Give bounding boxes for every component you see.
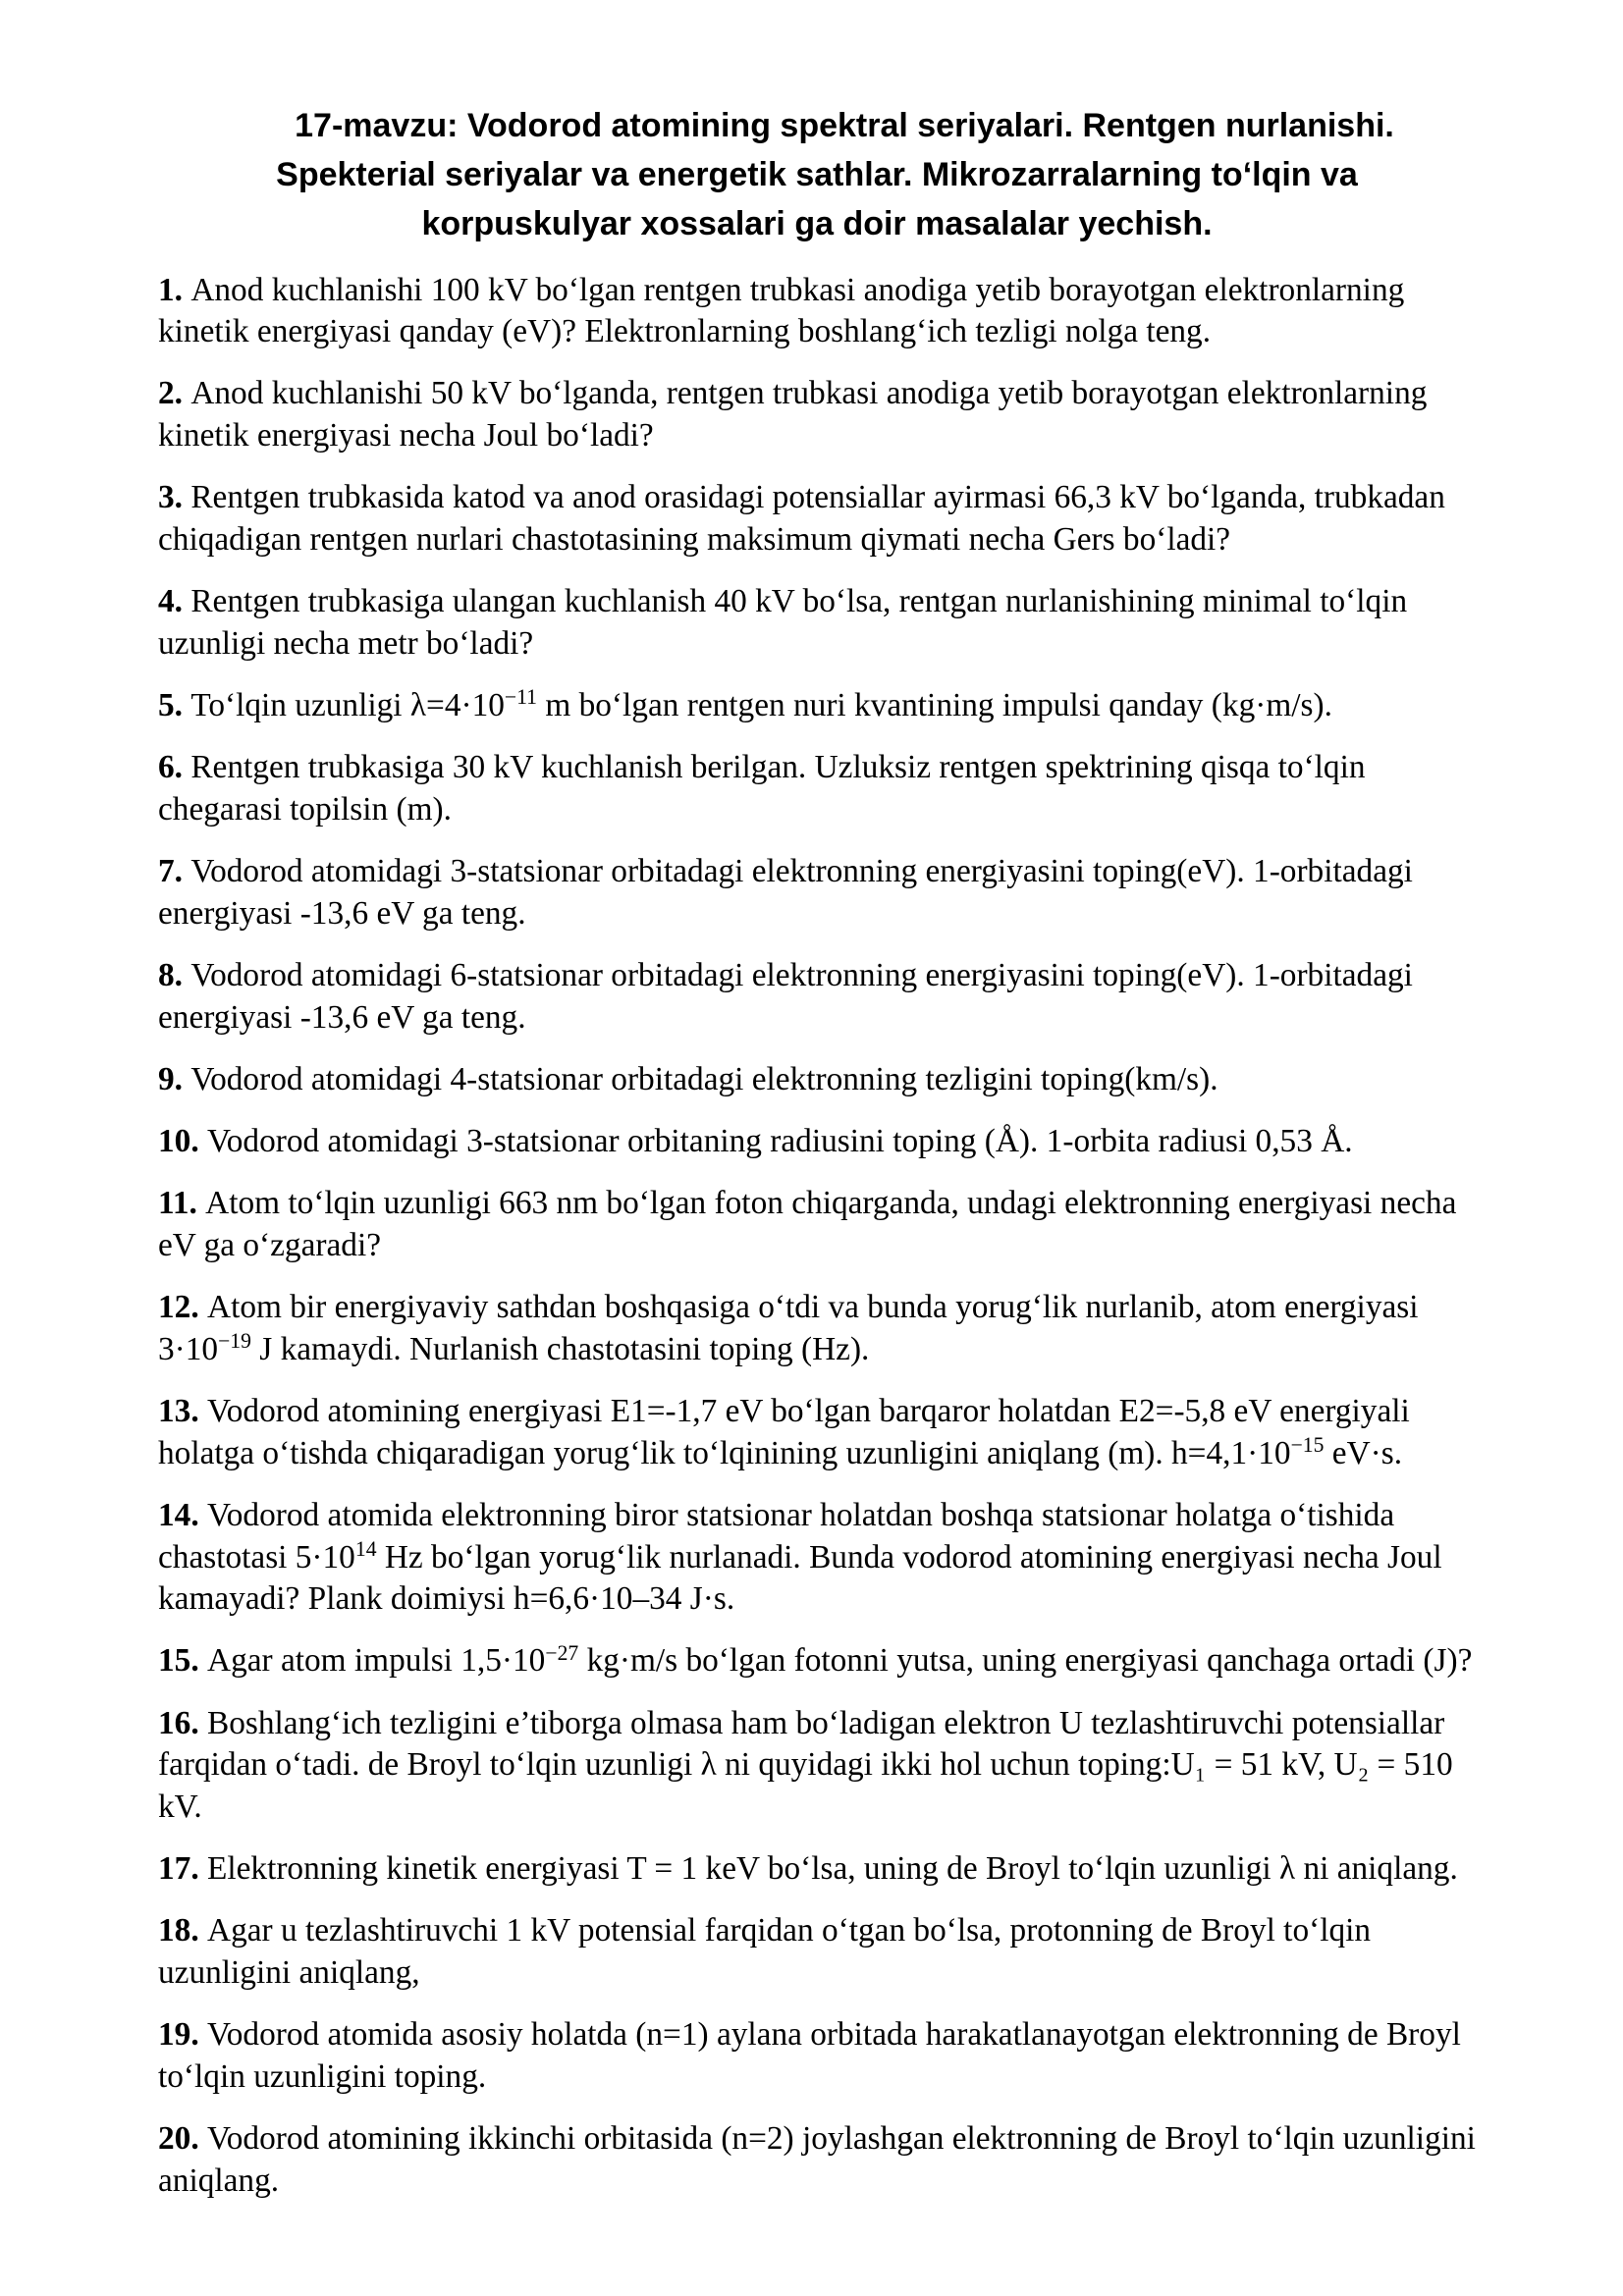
problem-text: m bo‘lgan rentgen nuri kvantining impulsi qanday (kg·m/s). [537, 687, 1332, 724]
problem-item [158, 1391, 1476, 1475]
problem-number: 8. [158, 957, 183, 994]
problem-number: 20. [158, 2120, 199, 2158]
problem-text: Vodorod atomida asosiy holatda (n=1) aylana orbitada harakatlanayotgan elektronning de Broyl to‘lqin uzunligini toping. [158, 2016, 1461, 2096]
problem-item [158, 1640, 1476, 1682]
problem-text: Anod kuchlanishi 50 kV bo‘lganda, rentgen trubkasi anodiga yetib borayotgan elektronlarning kinetik energiyasi necha Joul bo‘ladi? [158, 375, 1428, 454]
problem-text: J kamaydi. Nurlanish chastotasini toping (Hz). [250, 1330, 870, 1367]
problem-number: 6. [158, 749, 183, 786]
exponent: −27 [545, 1640, 579, 1665]
problem-item [158, 1848, 1476, 1891]
problem-text: Vodorod atomida elektronning biror statsionar holatdan boshqa statsionar holatga o‘tishida chastotasi 5·10 [158, 1496, 1395, 1575]
problem-number: 14. [158, 1496, 199, 1533]
problem-item [158, 955, 1476, 1040]
problem-text: Rentgen trubkasiga 30 kV kuchlanish berilgan. Uzluksiz rentgen spektrining qisqa to‘lqin chegarasi topilsin (m). [158, 749, 1366, 828]
problem-item [158, 685, 1476, 727]
title-line: Spekterial seriyalar va energetik sathlar. Mikrozarralarning to‘lqin va [276, 156, 1358, 193]
problem-item [158, 581, 1476, 666]
problem-item [158, 270, 1476, 354]
document-page [158, 101, 1476, 2222]
problem-item [158, 2118, 1476, 2203]
problem-number: 3. [158, 479, 183, 516]
problem-item [158, 2014, 1476, 2099]
problem-text: Atom to‘lqin uzunligi 663 nm bo‘lgan foton chiqarganda, undagi elektronning energiyasi necha eV ga o‘zgaradi? [158, 1185, 1457, 1263]
problem-text: Vodorod atomidagi 3-statsionar orbitadagi elektronning energiyasini toping(eV). 1-orbitadagi energiyasi -13,6 eV ga teng. [158, 853, 1413, 932]
problem-item [158, 477, 1476, 561]
problem-text: To‘lqin uzunligi λ=4·10 [190, 687, 505, 724]
title-line: 17-mavzu: Vodorod atomining spektral seriyalari. Rentgen nurlanishi. [295, 107, 1394, 144]
problem-text: eV·s. [1324, 1434, 1403, 1471]
problem-item [158, 1287, 1476, 1371]
problem-number: 15. [158, 1642, 199, 1680]
exponent: −15 [1290, 1432, 1325, 1457]
problem-text: Vodorod atomining ikkinchi orbitasida (n=2) joylashgan elektronning de Broyl to‘lqin uzunligini aniqlang. [158, 2120, 1476, 2199]
problem-number: 18. [158, 1912, 199, 1949]
exponent: 14 [354, 1536, 377, 1561]
problem-item [158, 1121, 1476, 1163]
problem-number: 9. [158, 1060, 183, 1097]
problem-text: Agar atom impulsi 1,5·10 [207, 1642, 546, 1680]
problem-item [158, 373, 1476, 457]
problem-item [158, 1059, 1476, 1101]
problem-text: Vodorod atomidagi 3-statsionar orbitaning radiusini toping (Å). 1-orbita radiusi 0,53 Å. [207, 1123, 1353, 1160]
problem-item [158, 747, 1476, 831]
problem-item [158, 851, 1476, 935]
problem-text: kg·m/s bo‘lgan fotonni yutsa, uning energiyasi qanchaga ortadi (J)? [578, 1642, 1473, 1680]
problem-list [158, 270, 1476, 2203]
problem-text: Vodorod atomining energiyasi E1=-1,7 eV bo‘lgan barqaror holatdan E2=-5,8 eV energiyali holatga o‘tishda chiqaradigan yorug‘lik to‘lqinining uzunligini aniqlang (m). h=4,1·10 [158, 1392, 1410, 1471]
problem-text: Atom bir energiyaviy sathdan boshqasiga o‘tdi va bunda yorug‘lik nurlanib, atom energiyasi 3·10 [158, 1289, 1419, 1367]
problem-number: 1. [158, 271, 183, 308]
title-line: korpuskulyar xossalari ga doir masalalar yechish. [421, 205, 1213, 242]
problem-text: Vodorod atomidagi 6-statsionar orbitadagi elektronning energiyasini toping(eV). 1-orbitadagi energiyasi -13,6 eV ga teng. [158, 957, 1413, 1036]
problem-number: 13. [158, 1392, 199, 1429]
problem-number: 17. [158, 1850, 199, 1888]
problem-number: 10. [158, 1123, 199, 1160]
problem-item [158, 1495, 1476, 1621]
problem-text: Rentgen trubkasiga ulangan kuchlanish 40 kV bo‘lsa, rentgan nurlanishining minimal to‘lqin uzunligi necha metr bo‘ladi? [158, 583, 1408, 663]
exponent: −11 [504, 685, 537, 710]
problem-text: Vodorod atomidagi 4-statsionar orbitadagi elektronning tezligini toping(km/s). [190, 1060, 1218, 1097]
problem-number: 5. [158, 687, 183, 724]
problem-number: 11. [158, 1185, 197, 1222]
problem-number: 4. [158, 583, 183, 620]
problem-number: 16. [158, 1704, 199, 1741]
problem-item [158, 1703, 1476, 1829]
page-title [158, 101, 1476, 248]
problem-number: 2. [158, 375, 183, 412]
exponent: −19 [218, 1328, 251, 1353]
problem-text: Boshlang‘ich tezligini e’tiborga olmasa ham bo‘ladigan elektron U tezlashtiruvchi potensiallar farqidan o‘tadi. de Broyl to‘lqin uzunligi λ ni quyidagi ikki hol uchun toping:U₁ = 51 kV, U₂ = 510 kV. [158, 1704, 1453, 1826]
problem-text: Hz bo‘lgan yorug‘lik nurlanadi. Bunda vodorod atomining energiyasi necha Joul kamayadi? Plank doimiysi h=6,6·10–34 J·s. [158, 1538, 1442, 1618]
problem-text: Elektronning kinetik energiyasi T = 1 keV bo‘lsa, uning de Broyl to‘lqin uzunligi λ ni aniqlang. [207, 1850, 1458, 1888]
problem-text: Agar u tezlashtiruvchi 1 kV potensial farqidan o‘tgan bo‘lsa, protonning de Broyl to‘lqin uzunligini aniqlang, [158, 1912, 1372, 1992]
problem-number: 7. [158, 853, 183, 890]
problem-item [158, 1910, 1476, 1995]
problem-number: 12. [158, 1289, 199, 1325]
problem-text: Rentgen trubkasida katod va anod orasidagi potensiallar ayirmasi 66,3 kV bo‘lganda, trubkadan chiqadigan rentgen nurlari chastotasining maksimum qiymati necha Gers bo‘ladi? [158, 479, 1445, 559]
problem-number: 19. [158, 2016, 199, 2054]
problem-item [158, 1183, 1476, 1267]
problem-text: Anod kuchlanishi 100 kV bo‘lgan rentgen trubkasi anodiga yetib borayotgan elektronlarning kinetik energiyasi qanday (eV)? Elektronlarning boshlang‘ich tezligi nolga teng. [158, 271, 1405, 350]
